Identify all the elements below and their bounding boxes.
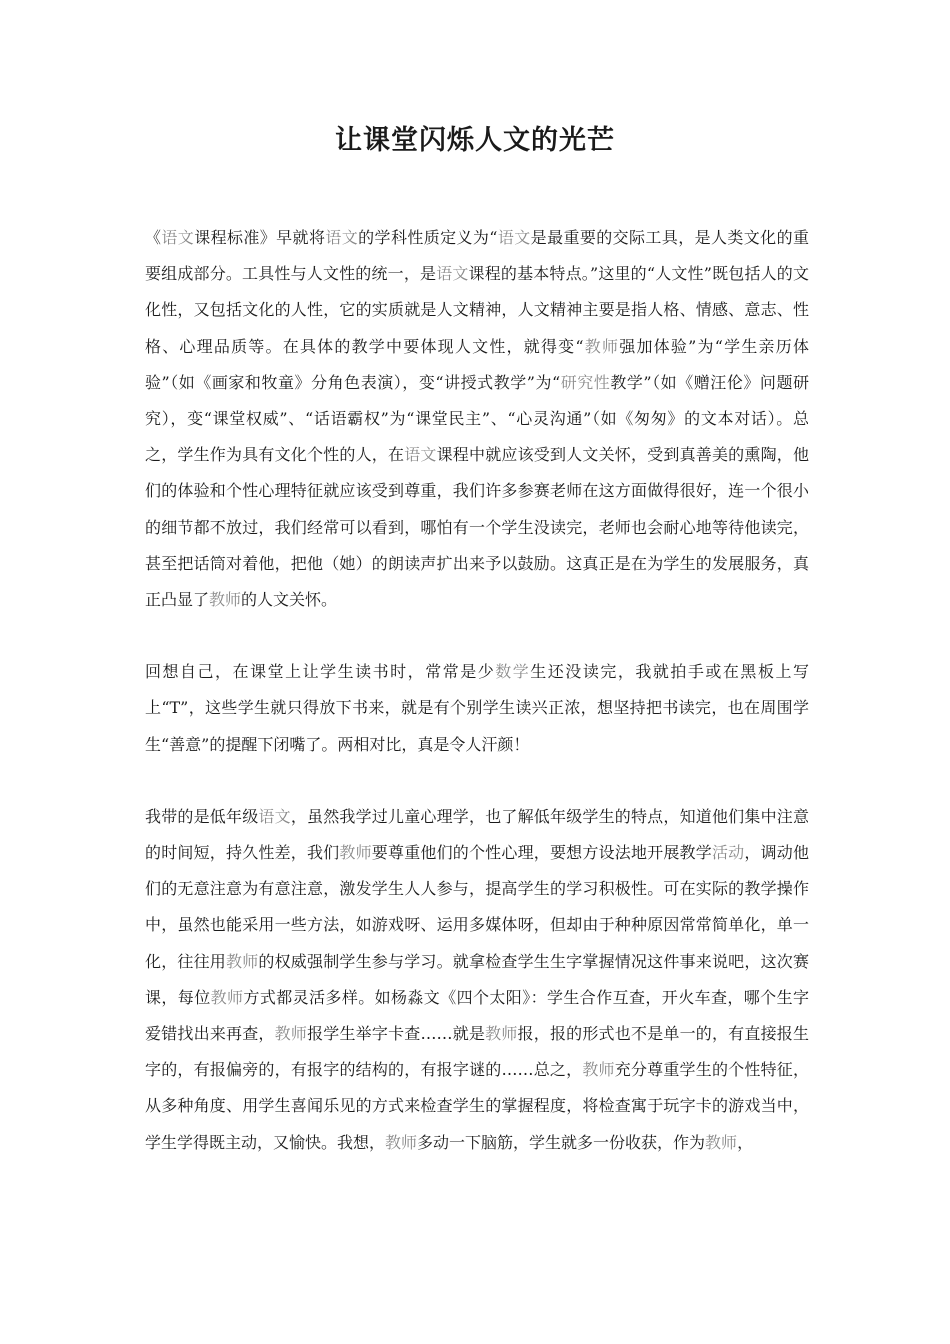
keyword-link[interactable]: 教师 (705, 1132, 738, 1152)
keyword-link[interactable]: 语文 (258, 806, 291, 826)
text-run: 《 (145, 228, 162, 247)
text-run: ，虽然我学过儿童心理学，也了解低年级学生的特点，知道他们集中注意的时间短，持久性差，我们 (145, 806, 809, 863)
paragraph-2 (145, 654, 809, 763)
text-run: ，调动他们的无意注意为有意注意，激发学生人人参与，提高学生的学习积极性。可在实际的教学操作中，虽然也能采用一些方法，如游戏呀、运用多媒体呀，但却由于种种原因常常简单化，单一化，往往用 (145, 843, 809, 971)
keyword-link[interactable]: 语文 (497, 228, 531, 247)
text-run: 方式都灵活多样。如杨淼文《四个太阳》：学生合作互查，开火车查，哪个生字爱错找出来再查， (145, 987, 809, 1044)
keyword-link[interactable]: 活动 (711, 843, 745, 863)
keyword-link[interactable]: 教师 (485, 1024, 518, 1044)
text-run: 的学科性质定义为“ (358, 228, 498, 247)
text-run: 的人文关怀。 (241, 590, 338, 610)
keyword-link[interactable]: 教师 (210, 987, 244, 1007)
keyword-link[interactable]: 教师 (385, 1132, 418, 1152)
keyword-link[interactable]: 语文 (404, 445, 437, 465)
text-run: 报学生举字卡查……就是 (307, 1024, 486, 1044)
text-run: 充分尊重学生的个性特征，从多种角度、用学生喜闻乐见的方式来检查学生的掌握程度，将检查寓于玩字卡的游戏当中，学生学得既主动，又愉快。我想， (145, 1060, 809, 1152)
keyword-link[interactable]: 教师 (209, 590, 242, 610)
text-run: 课程标准》早就将 (194, 228, 326, 247)
text-run: 课程中就应该受到人文关怀，受到真善美的熏陶，他们的体验和个性心理特征就应该受到尊重，我们许多参赛老师在这方面做得很好，连一个很小的细节都不放过，我们经常可以看到，哪怕有一个学生没读完，老师也会耐心地等待他读完，甚至把话筒对着他，把他（她）的朗读声扩出来予以鼓励。这真正是在为学生的发展服务，真正凸显了 (145, 445, 809, 610)
text-run: 要尊重他们的个性心理，要想方设法地开展教学 (371, 843, 712, 863)
text-run: 多动一下脑筋，学生就多一份收获，作为 (417, 1132, 706, 1152)
keyword-link[interactable]: 教师 (274, 1024, 308, 1044)
text-run: 教学”（如《赠汪伦》问题研究），变“课堂权威”、“话语霸权”为“课堂民主”、“心灵沟通”（如《匆匆》的文本对话）。总之，学生作为具有文化个性的人，在 (145, 372, 809, 465)
keyword-link[interactable]: 数学 (495, 662, 531, 682)
keyword-link[interactable]: 教师 (339, 843, 372, 863)
text-run: 的权威强制学生参与学习。就拿检查学生生字掌握情况这件事来说吧，这次赛课，每位 (145, 951, 809, 1007)
text-run: 强加体验”为“学生亲历体验”（如《画家和牧童》分角色表演），变“讲授式教学”为“ (145, 336, 809, 392)
text-run: ， (737, 1132, 754, 1152)
keyword-link[interactable]: 语文 (325, 228, 359, 247)
keyword-link[interactable]: 教师 (226, 951, 259, 971)
document-title: 让课堂闪烁人文的光芒 (335, 125, 615, 156)
keyword-link[interactable]: 教师 (582, 1060, 615, 1080)
paragraph-3 (145, 799, 809, 1161)
text-run: 回想自己，在课堂上让学生读书时，常常是少 (145, 662, 496, 682)
keyword-link[interactable]: 研究性 (560, 372, 611, 392)
document-body (145, 220, 809, 1161)
keyword-link[interactable]: 教师 (583, 336, 620, 356)
keyword-link[interactable]: 语文 (436, 264, 469, 284)
text-run: 生还没读完，我就拍手或在黑板上写上“T”，这些学生就只得放下书来，就是有个别学生读兴正浓，想坚持把书读完，也在周围学生“善意”的提醒下闭嘴了。两相对比，真是令人汗颜！ (145, 662, 809, 754)
text-run: 课程的基本特点。”这里的“人文性”既包括人的文化性，又包括文化的人性，它的实质就是人文精神，人文精神主要是指人格、情感、意志、性格、心理品质等。在具体的教学中要体现人文性，就得变“ (145, 264, 809, 356)
text-run: 是最重要的交际工具，是人类文化的重要组成部分。工具性与人文性的统一，是 (145, 228, 809, 284)
text-run: 我带的是低年级 (145, 806, 259, 826)
text-run: 报，报的形式也不是单一的，有直接报生字的，有报偏旁的，有报字的结构的，有报字谜的……总之， (145, 1024, 809, 1080)
paragraph-1 (145, 220, 809, 618)
keyword-link[interactable]: 语文 (161, 228, 195, 247)
